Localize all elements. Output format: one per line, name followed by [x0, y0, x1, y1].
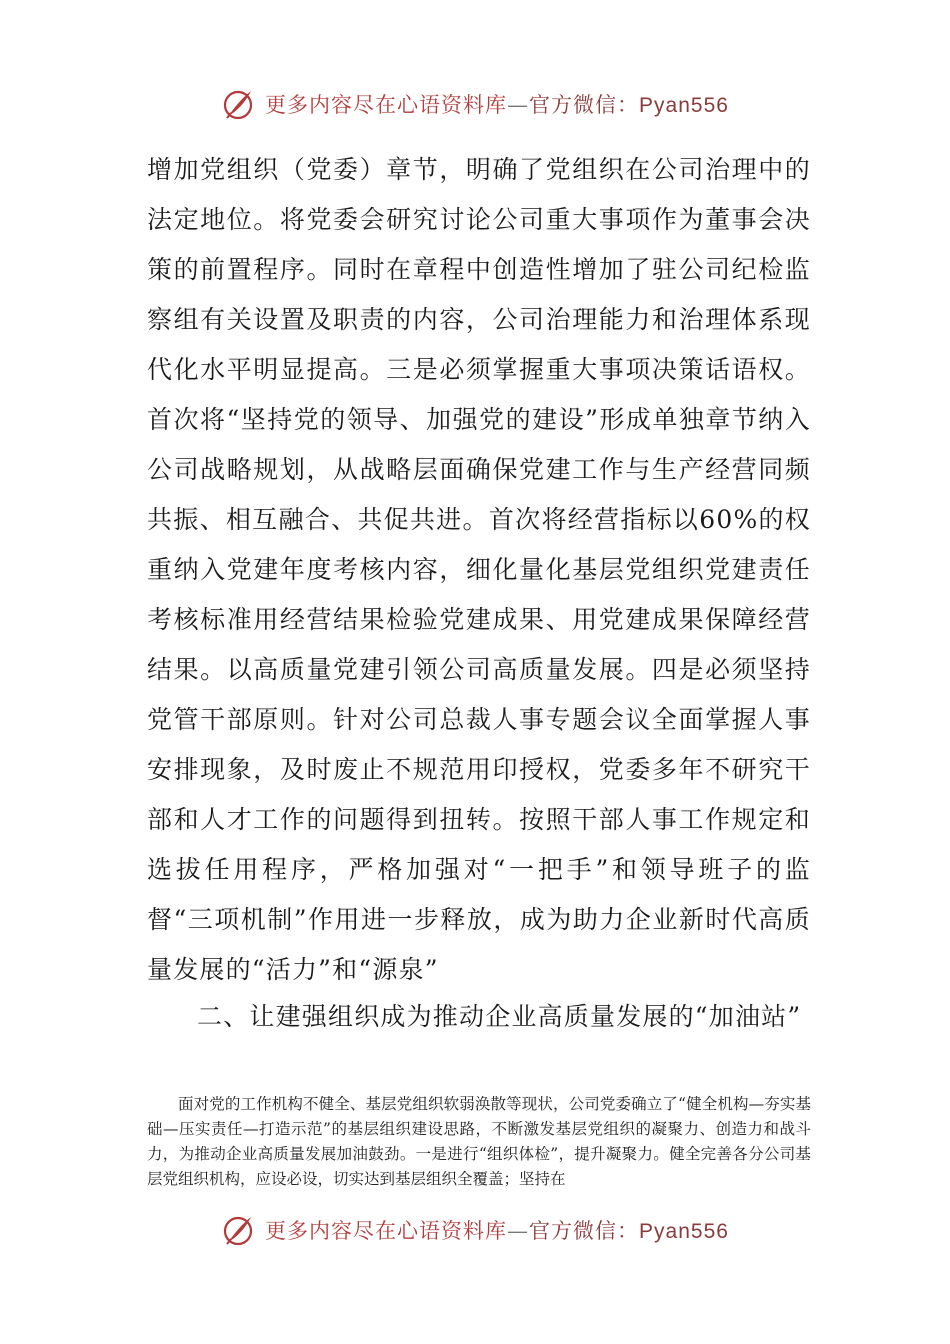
banner-text: 更多内容尽在心语资料库	[265, 1219, 508, 1243]
main-paragraph: 增加党组织（党委）章节，明确了党组织在公司治理中的法定地位。将党委会研究讨论公司重大事项作为董事会决策的前置程序。同时在章程中创造性增加了驻公司纪检监察组有关设置及职责的内容，公司治理能力和治理体系现代化水平明显提高。三是必须掌握重大事项决策话语权。首次将“坚持党的领导、加强党的建设”形成单独章节纳入公司战略规划，从战略层面确保党建工作与生产经营同频共振、相互融合、共促共进。首次将经营指标以60%的权重纳入党建年度考核内容，细化量化基层党组织党建责任考核标准用经营结果检验党建成果、用党建成果保障经营结果。以高质量党建引领公司高质量发展。四是必须坚持党管干部原则。针对公司总裁人事专题会议全面掌握人事安排现象，及时废止不规范用印授权，党委多年不研究干部和人才工作的问题得到扭转。按照干部人事工作规定和选拔任用程序，严格加强对“一把手”和领导班子的监督“三项机制”作用进一步释放，成为助力企业新时代高质量发展的“活力”和“源泉”	[147, 155, 811, 984]
footer-banner	[0, 1210, 950, 1250]
header-banner	[0, 84, 950, 124]
banner-dash: —	[507, 1219, 530, 1243]
banner-text: 更多内容尽在心语资料库	[265, 93, 508, 117]
banner-dash: —	[507, 93, 530, 117]
small-paragraph: 面对党的工作机构不健全、基层党组织软弱涣散等现状，公司党委确立了“健全机构—夯实基础—压实责任—打造示范”的基层组织建设思路，不断激发基层党组织的凝聚力、创造力和战斗力，为推动企业高质量发展加油鼓劲。一是进行“组织体检”，提升凝聚力。健全完善各分公司基层党组织机构，应设必设，切实达到基层组织全覆盖；坚持在	[147, 1095, 811, 1188]
quill-logo-icon	[221, 1213, 255, 1247]
banner-wechat: 官方微信：Pyan556	[529, 1220, 729, 1243]
section-heading: 二、让建强组织成为推动企业高质量发展的“加油站”	[197, 1002, 802, 1031]
quill-logo-icon	[221, 87, 255, 121]
banner-wechat: 官方微信：Pyan556	[529, 94, 729, 117]
